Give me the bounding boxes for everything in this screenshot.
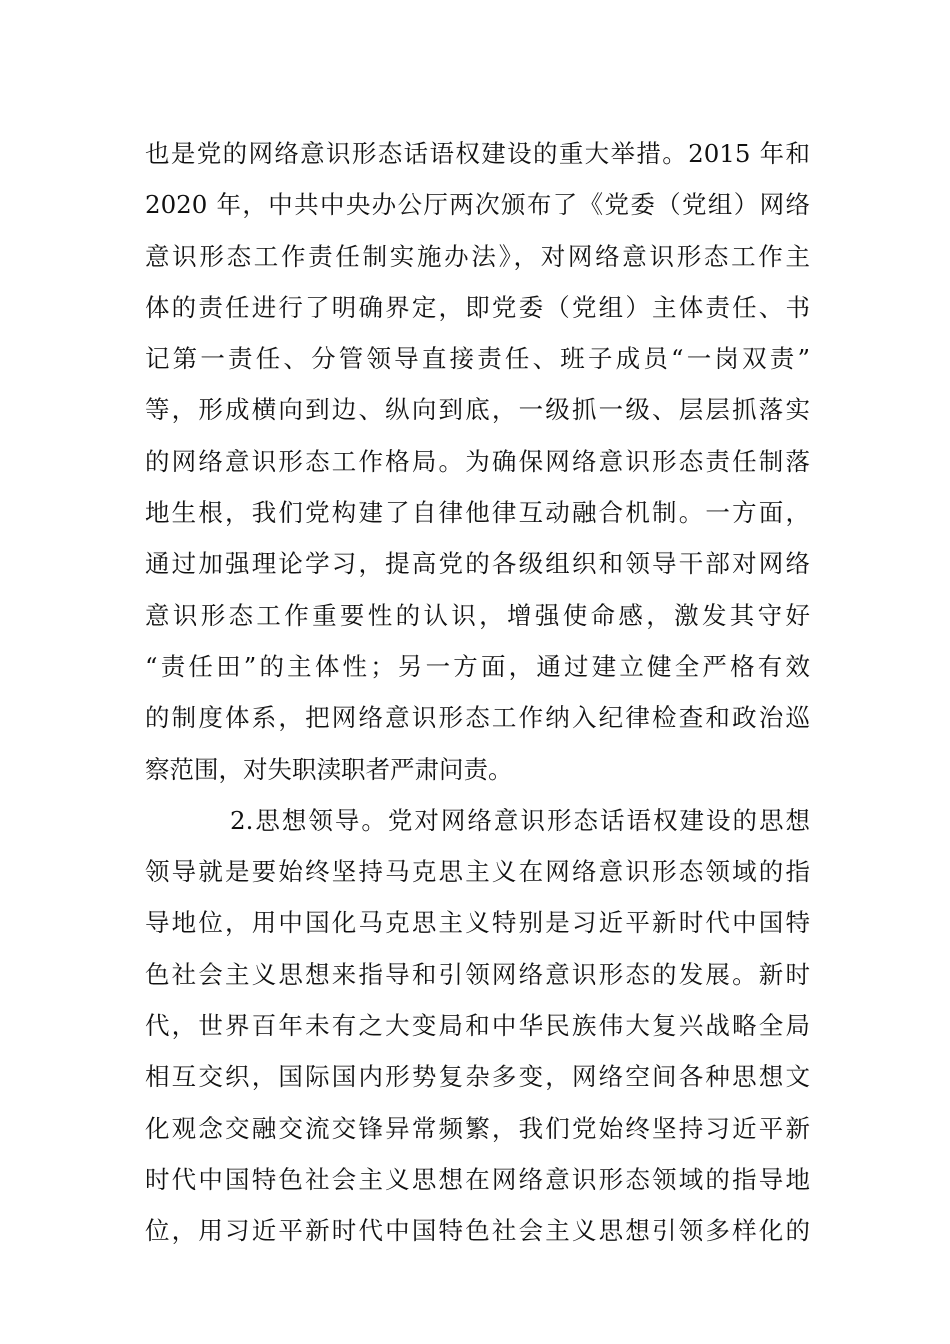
text-line: 记第一责任、分管领导直接责任、班子成员“一岗双责” bbox=[145, 344, 810, 374]
text-line: 相互交织，国际国内形势复杂多变，网络空间各种思想文 bbox=[145, 1062, 810, 1092]
paragraph-responsibility bbox=[145, 128, 810, 795]
text-line: 2020 年，中共中央办公厅两次颁布了《党委（党组）网络 bbox=[145, 190, 810, 220]
text-line: 代，世界百年未有之大变局和中华民族伟大复兴战略全局 bbox=[145, 1011, 810, 1041]
text-line: 意识形态工作责任制实施办法》，对网络意识形态工作主 bbox=[145, 241, 810, 271]
text-line: 导地位，用中国化马克思主义特别是习近平新时代中国特 bbox=[145, 908, 810, 938]
text-line: 通过加强理论学习，提高党的各级组织和领导干部对网络 bbox=[145, 549, 810, 579]
text-line: 色社会主义思想来指导和引领网络意识形态的发展。新时 bbox=[145, 959, 810, 989]
text-line: 时代中国特色社会主义思想在网络意识形态领域的指导地 bbox=[145, 1164, 810, 1194]
text-line: 地生根，我们党构建了自律他律互动融合机制。一方面， bbox=[145, 498, 810, 528]
text-line: 体的责任进行了明确界定，即党委（党组）主体责任、书 bbox=[145, 292, 810, 322]
text-line: 的制度体系，把网络意识形态工作纳入纪律检查和政治巡 bbox=[145, 703, 810, 733]
paragraph-ideological-leadership bbox=[145, 795, 810, 1257]
text-line: 意识形态工作重要性的认识，增强使命感，激发其守好 bbox=[145, 600, 810, 630]
text-line: 位，用习近平新时代中国特色社会主义思想引领多样化的 bbox=[145, 1216, 810, 1246]
body-text bbox=[145, 128, 810, 1257]
text-line: 察范围，对失职渎职者严肃问责。 bbox=[145, 754, 513, 784]
text-line: 化观念交融交流交锋异常频繁，我们党始终坚持习近平新 bbox=[145, 1113, 810, 1143]
text-line: 领导就是要始终坚持马克思主义在网络意识形态领域的指 bbox=[145, 857, 810, 887]
text-line: 的网络意识形态工作格局。为确保网络意识形态责任制落 bbox=[145, 446, 810, 476]
text-line: 2.思想领导。党对网络意识形态话语权建设的思想 bbox=[230, 805, 810, 835]
text-line: 也是党的网络意识形态话语权建设的重大举措。2015 年和 bbox=[145, 139, 810, 168]
text-line: 等，形成横向到边、纵向到底，一级抓一级、层层抓落实 bbox=[145, 395, 810, 425]
text-line: “责任田”的主体性；另一方面，通过建立健全严格有效 bbox=[145, 651, 810, 681]
